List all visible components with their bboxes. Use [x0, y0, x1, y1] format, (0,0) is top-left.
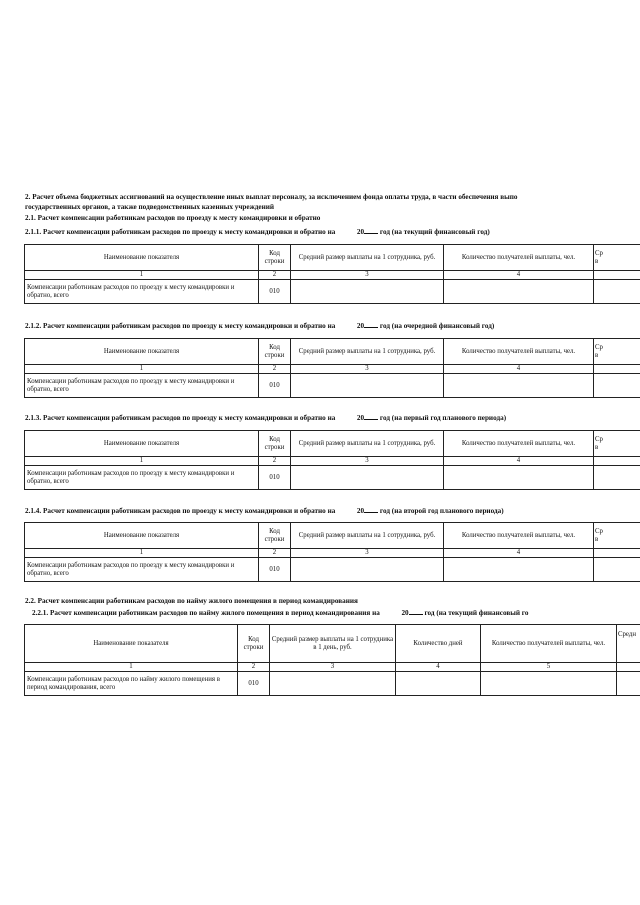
table-2-1-4 — [24, 522, 640, 582]
col-header-avg: Средний размер выплаты на 1 сотрудника, руб. — [291, 339, 444, 365]
table-title-text: 2.2.1. Расчет компенсации работникам расходов по найму жилого помещения в период командирования на — [32, 609, 380, 617]
table-title-suffix: год (на текущий финансовый го — [424, 609, 529, 617]
section-2-2-title: 2.2. Расчет компенсации работникам расходов по найму жилого помещения в период командирования — [25, 597, 358, 605]
col-header-extra: Ср в — [594, 523, 640, 549]
cell-extra[interactable] — [594, 374, 640, 398]
cell-avg[interactable] — [291, 280, 444, 304]
year-prefix: 20 — [356, 414, 365, 422]
col-number: 4 — [396, 663, 481, 672]
year-prefix: 20 — [356, 322, 365, 330]
cell-count[interactable] — [444, 374, 594, 398]
cell-count[interactable] — [481, 672, 617, 696]
col-number: 3 — [291, 365, 444, 374]
col-number: 1 — [25, 365, 259, 374]
section-2-title: 2. Расчет объема бюджетных ассигнований на осуществление иных выплат персоналу, за исключением фонда оплаты труда, в части обеспечения выпо — [25, 193, 518, 201]
year-prefix: 20 — [356, 507, 365, 515]
col-header-count: Количество получателей выплаты, чел. — [481, 625, 617, 663]
table-2-1-2 — [24, 338, 640, 398]
section-2-1-title: 2.1. Расчет компенсации работникам расходов по проезду к месту командировки и обратно — [25, 214, 321, 222]
col-header-avg-daily: Средний размер выплаты на 1 сотрудника в 1 день, руб. — [270, 625, 396, 663]
table-2-2-1-title — [32, 607, 528, 618]
row-code: 010 — [259, 374, 291, 398]
col-header-name: Наименование показателя — [25, 625, 238, 663]
cell-count[interactable] — [444, 280, 594, 304]
col-header-count: Количество получателей выплаты, чел. — [444, 431, 594, 457]
col-number: 3 — [270, 663, 396, 672]
col-header-avg: Средний размер выплаты на 1 сотрудника, руб. — [291, 431, 444, 457]
table-title-suffix: год (на первый год планового периода) — [379, 414, 507, 422]
col-number: 4 — [444, 457, 594, 466]
row-label: Компенсации работникам расходов по проезду к месту командировки и обратно, всего — [25, 558, 259, 582]
table-title-suffix: год (на очередной финансовый год) — [379, 322, 495, 330]
col-number: 1 — [25, 271, 259, 280]
col-header-name: Наименование показателя — [25, 245, 259, 271]
table-2-1-4-title — [25, 505, 504, 516]
cell-avg-daily[interactable] — [270, 672, 396, 696]
col-number: 4 — [444, 365, 594, 374]
cell-extra[interactable] — [594, 558, 640, 582]
row-code: 010 — [259, 280, 291, 304]
col-header-code: Код строки — [238, 625, 270, 663]
col-number: 5 — [481, 663, 617, 672]
col-header-extra: Ср в — [594, 339, 640, 365]
table-title-text: 2.1.2. Расчет компенсации работникам расходов по проезду к месту командировки и обратно на — [25, 322, 336, 330]
col-number: 2 — [259, 365, 291, 374]
table-2-1-1 — [24, 244, 640, 304]
cell-days[interactable] — [396, 672, 481, 696]
cell-avg[interactable] — [291, 558, 444, 582]
col-header-avg: Средний размер выплаты на 1 сотрудника, руб. — [291, 523, 444, 549]
row-label: Компенсации работникам расходов по найму жилого помещения в период командирования, всего — [25, 672, 238, 696]
col-number — [594, 365, 640, 374]
table-title-text: 2.1.1. Расчет компенсации работникам расходов по проезду к месту командировки и обратно на — [25, 228, 336, 236]
row-code: 010 — [238, 672, 270, 696]
table-title-suffix: год (на текущий финансовый год) — [379, 228, 490, 236]
col-header-extra: Средн — [617, 625, 640, 663]
row-label: Компенсации работникам расходов по проезду к месту командировки и обратно, всего — [25, 466, 259, 490]
col-number: 2 — [259, 271, 291, 280]
col-header-count: Количество получателей выплаты, чел. — [444, 245, 594, 271]
table-title-suffix: год (на второй год планового периода) — [379, 507, 504, 515]
table-2-1-3 — [24, 430, 640, 490]
cell-avg[interactable] — [291, 466, 444, 490]
row-label: Компенсации работникам расходов по проезду к месту командировки и обратно, всего — [25, 280, 259, 304]
col-number — [594, 457, 640, 466]
col-number — [617, 663, 640, 672]
col-header-count: Количество получателей выплаты, чел. — [444, 523, 594, 549]
row-code: 010 — [259, 558, 291, 582]
col-number: 2 — [238, 663, 270, 672]
cell-extra[interactable] — [594, 280, 640, 304]
col-number: 3 — [291, 271, 444, 280]
table-2-1-2-title — [25, 320, 494, 331]
col-number: 2 — [259, 549, 291, 558]
year-blank[interactable] — [409, 607, 423, 615]
table-2-2-1 — [24, 624, 640, 696]
col-header-extra: Ср в — [594, 431, 640, 457]
col-header-days: Количество дней — [396, 625, 481, 663]
row-label: Компенсации работникам расходов по проезду к месту командировки и обратно, всего — [25, 374, 259, 398]
table-2-1-1-title — [25, 226, 490, 237]
table-title-text: 2.1.3. Расчет компенсации работникам расходов по проезду к месту командировки и обратно на — [25, 414, 336, 422]
col-header-avg: Средний размер выплаты на 1 сотрудника, руб. — [291, 245, 444, 271]
col-header-code: Код строки — [259, 431, 291, 457]
row-code: 010 — [259, 466, 291, 490]
col-number: 4 — [444, 549, 594, 558]
cell-extra[interactable] — [594, 466, 640, 490]
table-title-text: 2.1.4. Расчет компенсации работникам расходов по проезду к месту командировки и обратно на — [25, 507, 336, 515]
year-prefix: 20 — [401, 609, 409, 617]
col-number — [594, 271, 640, 280]
col-header-extra: Ср в — [594, 245, 640, 271]
col-number: 1 — [25, 549, 259, 558]
year-blank[interactable] — [364, 226, 378, 234]
cell-count[interactable] — [444, 558, 594, 582]
col-header-count: Количество получателей выплаты, чел. — [444, 339, 594, 365]
col-number: 1 — [25, 663, 238, 672]
col-header-code: Код строки — [259, 339, 291, 365]
col-header-name: Наименование показателя — [25, 431, 259, 457]
year-blank[interactable] — [364, 320, 378, 328]
col-number: 2 — [259, 457, 291, 466]
col-number: 4 — [444, 271, 594, 280]
col-number: 1 — [25, 457, 259, 466]
cell-count[interactable] — [444, 466, 594, 490]
section-2-title-cont: государственных органов, а также подведомственных казенных учреждений — [25, 203, 275, 211]
col-header-code: Код строки — [259, 245, 291, 271]
col-number — [594, 549, 640, 558]
cell-avg[interactable] — [291, 374, 444, 398]
cell-extra[interactable] — [617, 672, 640, 696]
col-header-name: Наименование показателя — [25, 523, 259, 549]
col-number: 3 — [291, 457, 444, 466]
table-2-1-3-title — [25, 412, 506, 423]
year-blank[interactable] — [364, 505, 378, 513]
col-header-name: Наименование показателя — [25, 339, 259, 365]
year-prefix: 20 — [356, 228, 365, 236]
year-blank[interactable] — [364, 412, 378, 420]
col-number: 3 — [291, 549, 444, 558]
col-header-code: Код строки — [259, 523, 291, 549]
